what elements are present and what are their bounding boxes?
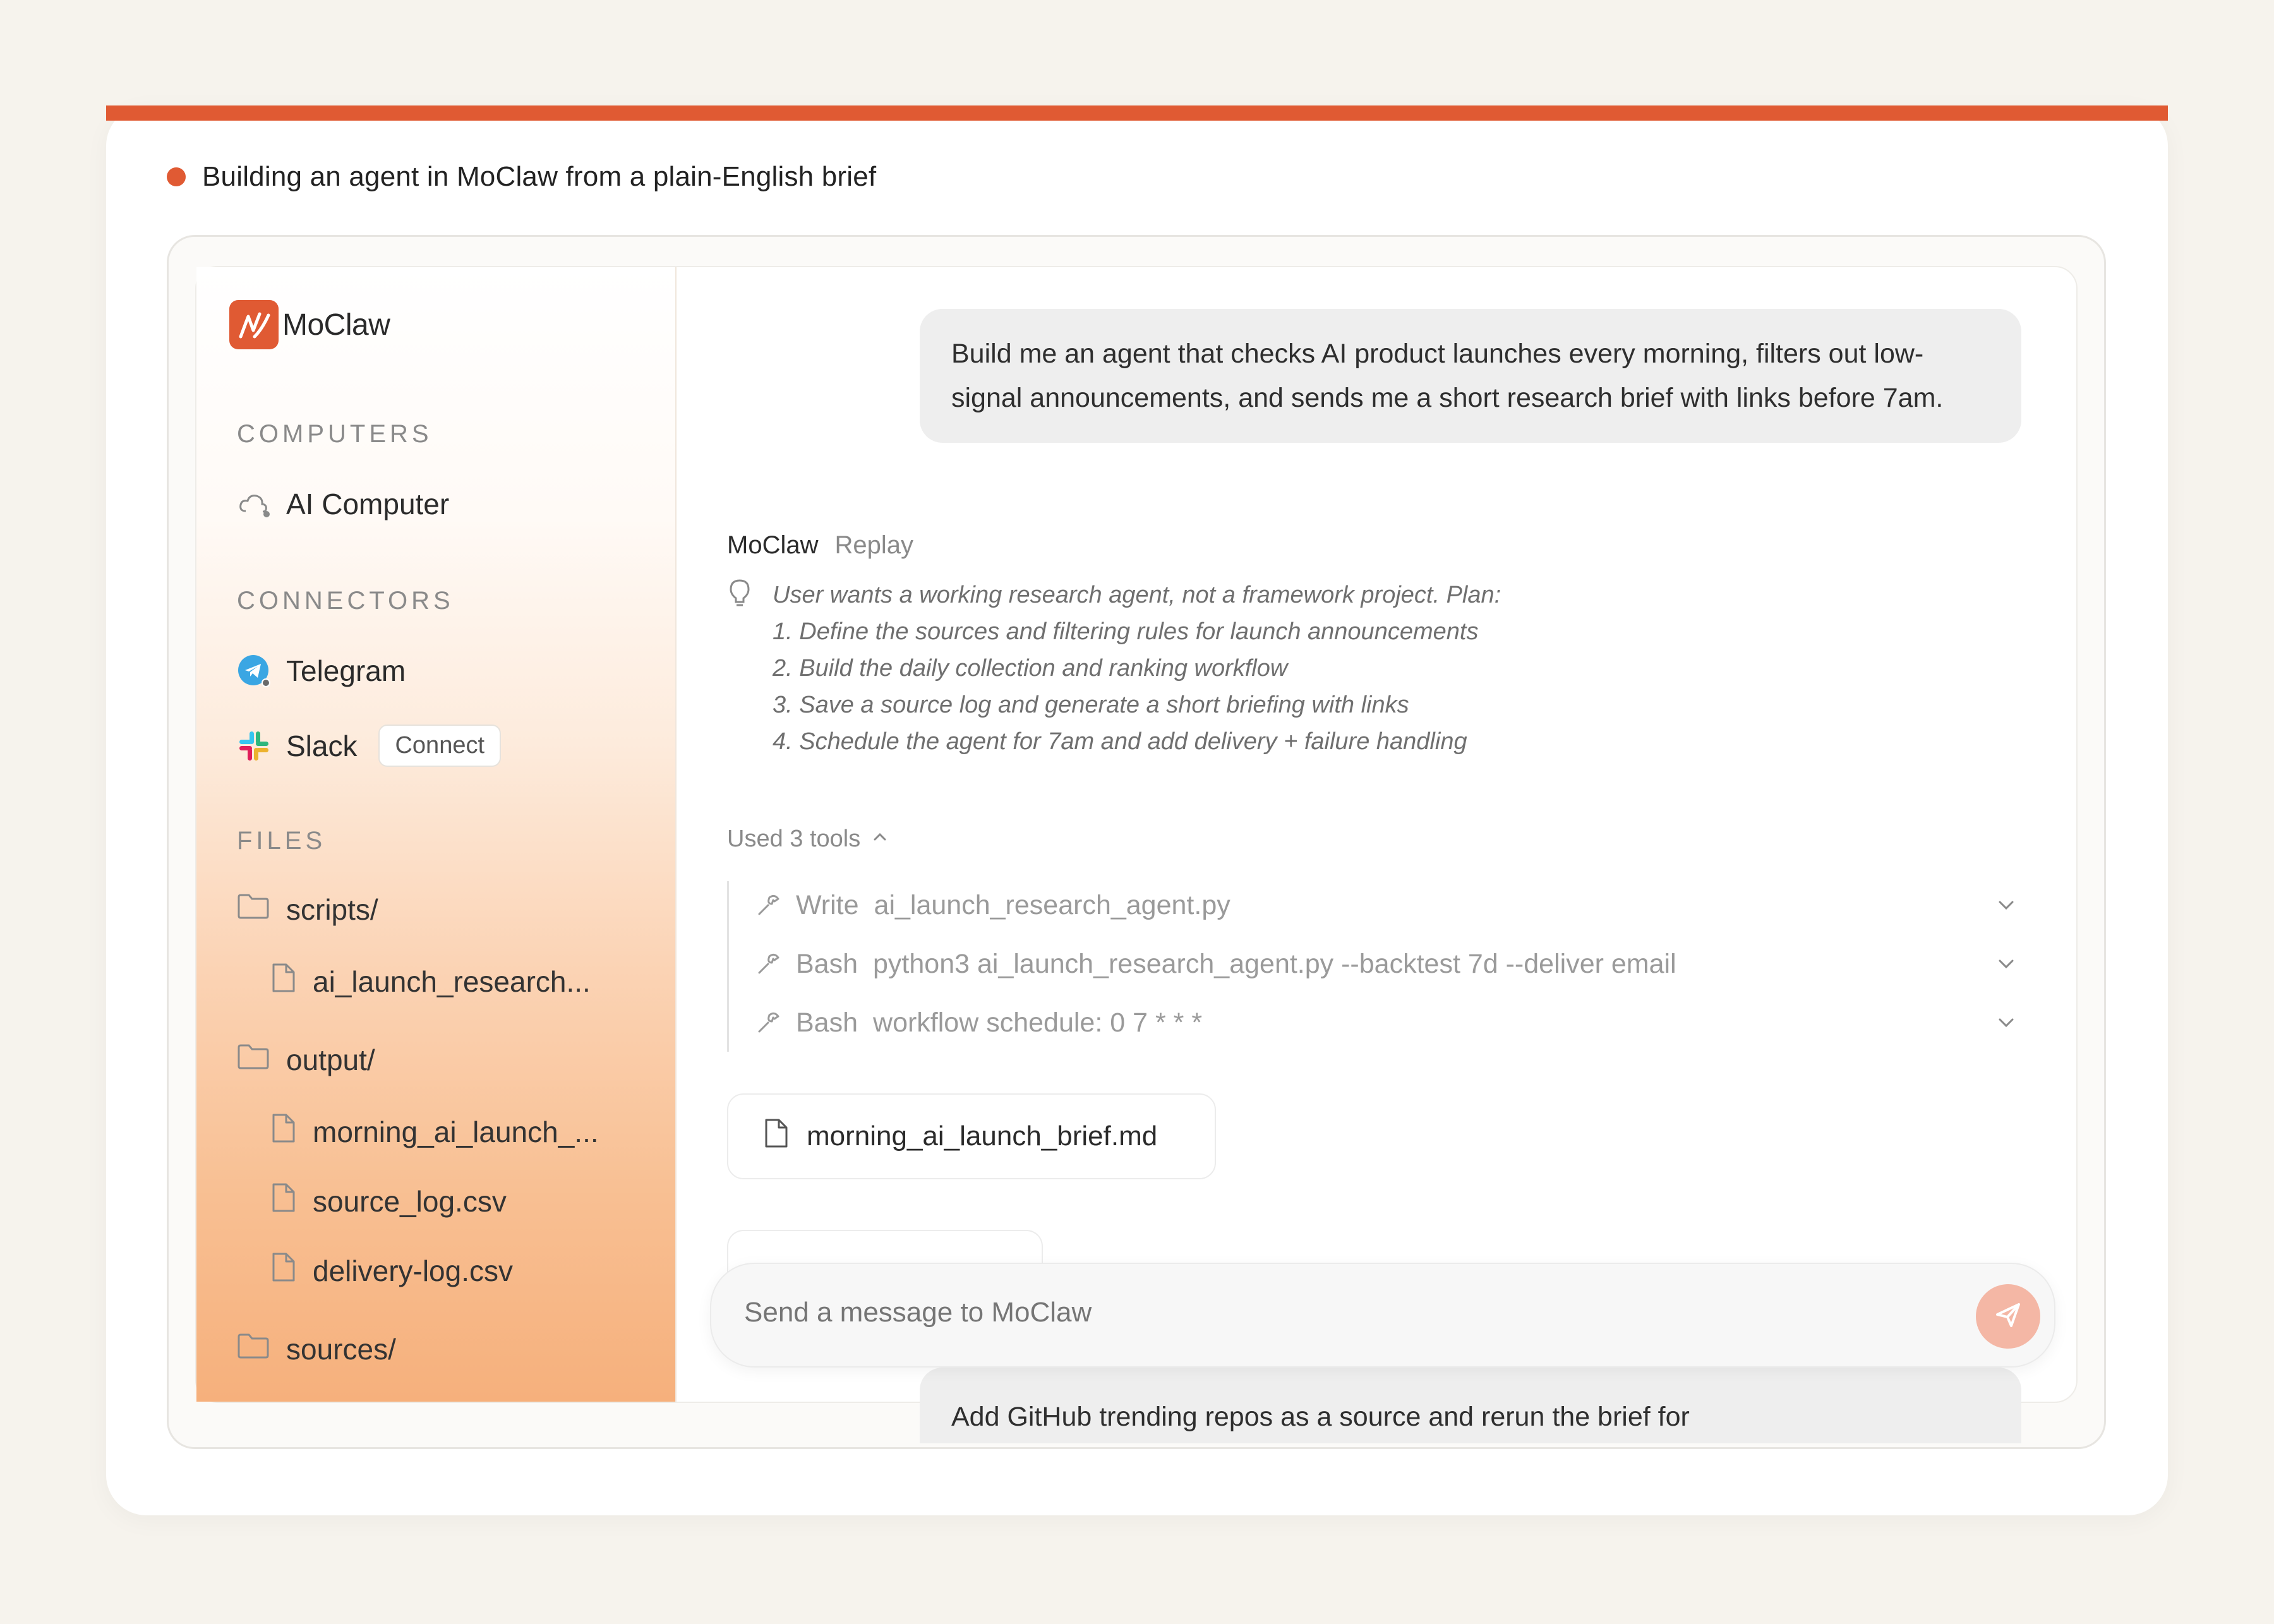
tool-row-bash-schedule[interactable]: [755, 1004, 2019, 1042]
section-label-connectors: CONNECTORS: [237, 587, 454, 615]
tool-argument: ai_launch_research_agent.py: [874, 889, 1230, 920]
tools-list: [727, 881, 2028, 1052]
slack-icon: [237, 729, 271, 763]
file-tree-label: output/: [286, 1044, 375, 1076]
tool-argument: python3 ai_launch_research_agent.py --backtest 7d --deliver email: [873, 948, 1676, 979]
chevron-up-icon: [870, 826, 889, 853]
tool-verb: Write: [796, 889, 859, 920]
tool-argument: workflow schedule: 0 7 * * *: [873, 1007, 1203, 1038]
next-user-message-text: Add GitHub trending repos as a source and rerun the brief for: [951, 1402, 1690, 1432]
telegram-icon: [237, 654, 271, 688]
file-icon: [271, 1182, 296, 1220]
message-composer: [710, 1263, 2055, 1368]
file-item-source-log[interactable]: [271, 1182, 507, 1220]
chevron-down-icon[interactable]: [1994, 1010, 2019, 1035]
file-tree-label: source_log.csv: [313, 1184, 507, 1218]
tools-toggle[interactable]: [727, 826, 889, 853]
slack-connect-button[interactable]: Connect: [378, 725, 501, 767]
replay-button[interactable]: Replay: [834, 531, 913, 559]
file-tree-label: ai_launch_research...: [313, 965, 591, 998]
card-accent-bar: [106, 105, 2168, 121]
file-icon: [764, 1117, 789, 1156]
file-item-delivery-log[interactable]: [271, 1251, 513, 1290]
file-tree-label: morning_ai_launch_...: [313, 1115, 599, 1148]
tool-verb: Bash: [796, 1007, 858, 1038]
caption-text: Building an agent in MoClaw from a plain-English brief: [202, 161, 877, 192]
app-frame: [167, 235, 2106, 1449]
showcase-card: [106, 105, 2168, 1515]
message-input[interactable]: [744, 1297, 1944, 1328]
chevron-down-icon[interactable]: [1994, 893, 2019, 918]
attachment-chip[interactable]: [727, 1093, 1216, 1179]
sidebar-item-label: AI Computer: [286, 488, 450, 520]
tool-verb: Bash: [796, 948, 858, 979]
moclaw-app: [195, 266, 2078, 1432]
file-icon: [271, 962, 296, 1001]
thinking-text: [773, 577, 1501, 760]
reply-header: [727, 531, 913, 560]
file-tree-label: scripts/: [286, 893, 378, 926]
sidebar-item-ai-computer[interactable]: [237, 487, 449, 521]
thinking-line: 3. Save a source log and generate a short briefing with links: [773, 692, 1409, 718]
sidebar-item-telegram[interactable]: [237, 654, 406, 688]
reply-sender: MoClaw: [727, 531, 819, 559]
tool-row-write[interactable]: [755, 886, 2019, 924]
lightbulb-icon: [727, 578, 752, 608]
moclaw-logo-icon: [229, 300, 279, 349]
brand-name: MoClaw: [282, 308, 390, 342]
thinking-line: 4. Schedule the agent for 7am and add delivery + failure handling: [773, 728, 1467, 755]
wrench-icon: [755, 951, 781, 977]
section-label-computers: COMPUTERS: [237, 420, 433, 448]
send-button[interactable]: [1976, 1284, 2040, 1349]
caption: [167, 161, 876, 193]
thinking-line: 2. Build the daily collection and ranking workflow: [773, 655, 1288, 682]
sidebar-item-label: Slack: [286, 729, 358, 762]
brand[interactable]: [229, 300, 390, 349]
tools-toggle-label: Used 3 tools: [727, 826, 861, 852]
wrench-icon: [755, 893, 781, 918]
caption-dot-icon: [167, 167, 186, 186]
wrench-icon: [755, 1010, 781, 1035]
file-tree-label: sources/: [286, 1333, 396, 1366]
folder-item-output[interactable]: [237, 1043, 375, 1077]
tool-row-bash-backtest[interactable]: [755, 945, 2019, 983]
thinking-line: 1. Define the sources and filtering rules for launch announcements: [773, 618, 1479, 645]
section-label-files: FILES: [237, 827, 327, 855]
user-message-bubble: Build me an agent that checks AI product launches every morning, filters out low-signal announcements, and sends me a short research brief with links before 7am.: [920, 309, 2021, 443]
folder-icon: [237, 893, 270, 927]
thinking-line: User wants a working research agent, not a framework project. Plan:: [773, 582, 1501, 608]
chat-panel: [677, 267, 2079, 1432]
sidebar: [196, 267, 677, 1402]
folder-item-sources[interactable]: [237, 1332, 396, 1366]
file-icon: [271, 1251, 296, 1290]
next-user-message-bubble: [920, 1368, 2021, 1443]
cloud-icon: [237, 487, 271, 521]
file-icon: [271, 1112, 296, 1151]
sidebar-item-label: Telegram: [286, 654, 406, 687]
file-item-morning-ai-launch[interactable]: [271, 1112, 599, 1151]
chevron-down-icon[interactable]: [1994, 951, 2019, 977]
file-item-ai-launch-research[interactable]: [271, 962, 591, 1001]
folder-item-scripts[interactable]: [237, 893, 378, 927]
sidebar-item-slack[interactable]: [237, 725, 501, 767]
file-tree-label: delivery-log.csv: [313, 1254, 513, 1287]
folder-icon: [237, 1332, 270, 1366]
attachment-name: morning_ai_launch_brief.md: [807, 1121, 1158, 1152]
send-icon: [1992, 1299, 2024, 1334]
folder-icon: [237, 1043, 270, 1077]
